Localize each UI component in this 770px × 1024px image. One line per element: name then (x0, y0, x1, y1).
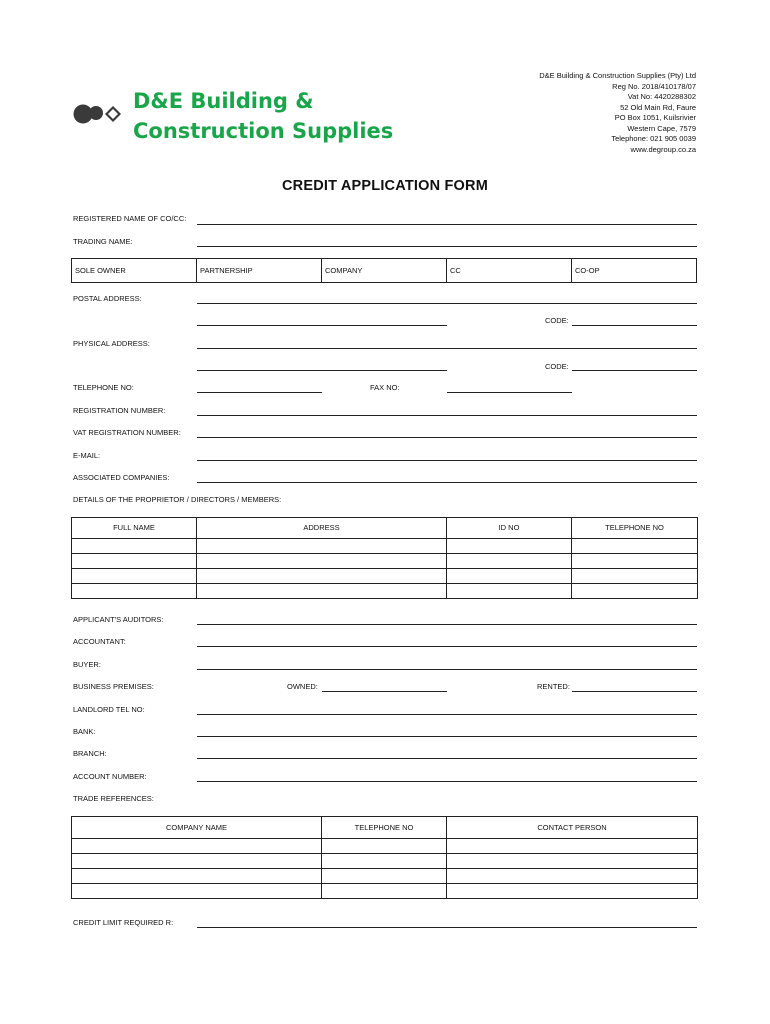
accountant-label: ACCOUNTANT: (73, 637, 126, 646)
bank-label: BANK: (73, 727, 96, 736)
table-cell[interactable] (72, 884, 322, 899)
trade-col-contact-person: CONTACT PERSON (447, 817, 698, 839)
registered-name-field[interactable] (197, 224, 697, 225)
landlord-tel-field[interactable] (197, 714, 697, 715)
company-info (396, 71, 696, 155)
table-cell[interactable] (322, 869, 447, 884)
members-table (71, 517, 698, 599)
table-cell[interactable] (72, 584, 197, 599)
table-cell[interactable] (72, 554, 197, 569)
company-info-line: Reg No. 2018/410178/07 (612, 81, 696, 91)
physical-code-field[interactable] (572, 370, 697, 371)
landlord-tel-label: LANDLORD TEL NO: (73, 705, 145, 714)
entity-cc[interactable]: CC (447, 259, 572, 283)
buyer-field[interactable] (197, 669, 697, 670)
company-info-line: Vat No: 4420288302 (627, 92, 696, 101)
table-cell[interactable] (72, 869, 322, 884)
table-row (72, 569, 698, 584)
company-info-line: PO Box 1051, Kuilsrivier (614, 113, 696, 122)
physical-address-field-1[interactable] (197, 348, 697, 349)
entity-type-table (71, 258, 697, 283)
page-title: CREDIT APPLICATION FORM (282, 178, 488, 194)
postal-address-label: POSTAL ADDRESS: (73, 294, 142, 303)
table-cell[interactable] (572, 554, 698, 569)
trading-name-field[interactable] (197, 246, 697, 247)
table-cell[interactable] (447, 539, 572, 554)
table-row (72, 884, 698, 899)
auditors-label: APPLICANT'S AUDITORS: (73, 615, 164, 624)
company-info-line: 52 Old Main Rd, Faure (620, 102, 696, 112)
trading-name-label: TRADING NAME: (73, 237, 133, 246)
table-row (72, 839, 698, 854)
telephone-field[interactable] (197, 392, 322, 393)
owned-label: OWNED: (287, 682, 318, 691)
physical-code-label: CODE: (545, 362, 569, 371)
physical-address-field-2[interactable] (197, 370, 447, 371)
brand-name-line1: D&E Building & (133, 89, 314, 113)
entity-company[interactable]: COMPANY (322, 259, 447, 283)
members-col-telephone: TELEPHONE NO (572, 518, 698, 539)
table-cell[interactable] (72, 539, 197, 554)
email-field[interactable] (197, 460, 697, 461)
table-cell[interactable] (447, 884, 698, 899)
table-row (72, 854, 698, 869)
table-cell[interactable] (197, 539, 447, 554)
company-info-line: D&E Building & Construction Supplies (Pty) Ltd (539, 71, 696, 80)
business-premises-label: BUSINESS PREMISES: (73, 682, 154, 691)
postal-address-field-1[interactable] (197, 303, 697, 304)
credit-limit-label: CREDIT LIMIT REQUIRED R: (73, 918, 174, 927)
company-info-line: Telephone: 021 905 0039 (611, 134, 696, 143)
table-cell[interactable] (322, 854, 447, 869)
table-cell[interactable] (322, 839, 447, 854)
company-info-line: www.degroup.co.za (630, 144, 696, 154)
company-info-line: Western Cape, 7579 (627, 123, 696, 133)
members-col-address: ADDRESS (197, 518, 447, 539)
rented-field[interactable] (572, 691, 697, 692)
table-row (72, 539, 698, 554)
branch-label: BRANCH: (73, 749, 107, 758)
entity-co-op[interactable]: CO-OP (572, 259, 697, 283)
table-cell[interactable] (72, 854, 322, 869)
telephone-label: TELEPHONE NO: (73, 383, 134, 392)
registered-name-label: REGISTERED NAME OF CO/CC: (73, 214, 187, 223)
logo-mark-icon (72, 100, 124, 128)
table-cell[interactable] (322, 884, 447, 899)
vat-registration-field[interactable] (197, 437, 697, 438)
fax-label: FAX NO: (370, 383, 400, 392)
table-cell[interactable] (197, 569, 447, 584)
members-col-id-no: ID NO (447, 518, 572, 539)
buyer-label: BUYER: (73, 660, 101, 669)
accountant-field[interactable] (197, 646, 697, 647)
trade-references-table (71, 816, 698, 899)
credit-limit-field[interactable] (197, 927, 697, 928)
account-number-label: ACCOUNT NUMBER: (73, 772, 147, 781)
table-cell[interactable] (572, 539, 698, 554)
postal-code-label: CODE: (545, 316, 569, 325)
table-cell[interactable] (572, 569, 698, 584)
table-cell[interactable] (447, 839, 698, 854)
postal-address-field-2[interactable] (197, 325, 447, 326)
trade-col-telephone: TELEPHONE NO (322, 817, 447, 839)
registration-number-field[interactable] (197, 415, 697, 416)
bank-field[interactable] (197, 736, 697, 737)
table-cell[interactable] (447, 584, 572, 599)
registration-number-label: REGISTRATION NUMBER: (73, 406, 166, 415)
vat-registration-label: VAT REGISTRATION NUMBER: (73, 428, 181, 437)
fax-field[interactable] (447, 392, 572, 393)
postal-code-field[interactable] (572, 325, 697, 326)
associated-companies-label: ASSOCIATED COMPANIES: (73, 473, 170, 482)
trade-col-company-name: COMPANY NAME (72, 817, 322, 839)
table-cell[interactable] (72, 569, 197, 584)
members-col-full-name: FULL NAME (72, 518, 197, 539)
table-cell[interactable] (197, 554, 447, 569)
table-cell[interactable] (447, 554, 572, 569)
table-row (72, 584, 698, 599)
table-cell[interactable] (72, 839, 322, 854)
table-cell[interactable] (447, 854, 698, 869)
owned-field[interactable] (322, 691, 447, 692)
table-row (72, 869, 698, 884)
table-cell[interactable] (447, 869, 698, 884)
table-cell[interactable] (197, 584, 447, 599)
branch-field[interactable] (197, 758, 697, 759)
table-cell[interactable] (572, 584, 698, 599)
physical-address-label: PHYSICAL ADDRESS: (73, 339, 150, 348)
members-heading: DETAILS OF THE PROPRIETOR / DIRECTORS / MEMBERS: (73, 495, 282, 504)
account-number-field[interactable] (197, 781, 697, 782)
entity-sole-owner[interactable]: SOLE OWNER (72, 259, 197, 283)
entity-partnership[interactable]: PARTNERSHIP (197, 259, 322, 283)
associated-companies-field[interactable] (197, 482, 697, 483)
table-row (72, 554, 698, 569)
trade-references-heading: TRADE REFERENCES: (73, 794, 154, 803)
email-label: E-MAIL: (73, 451, 101, 460)
auditors-field[interactable] (197, 624, 697, 625)
rented-label: RENTED: (537, 682, 570, 691)
brand-name-line2: Construction Supplies (133, 119, 394, 143)
table-cell[interactable] (447, 569, 572, 584)
